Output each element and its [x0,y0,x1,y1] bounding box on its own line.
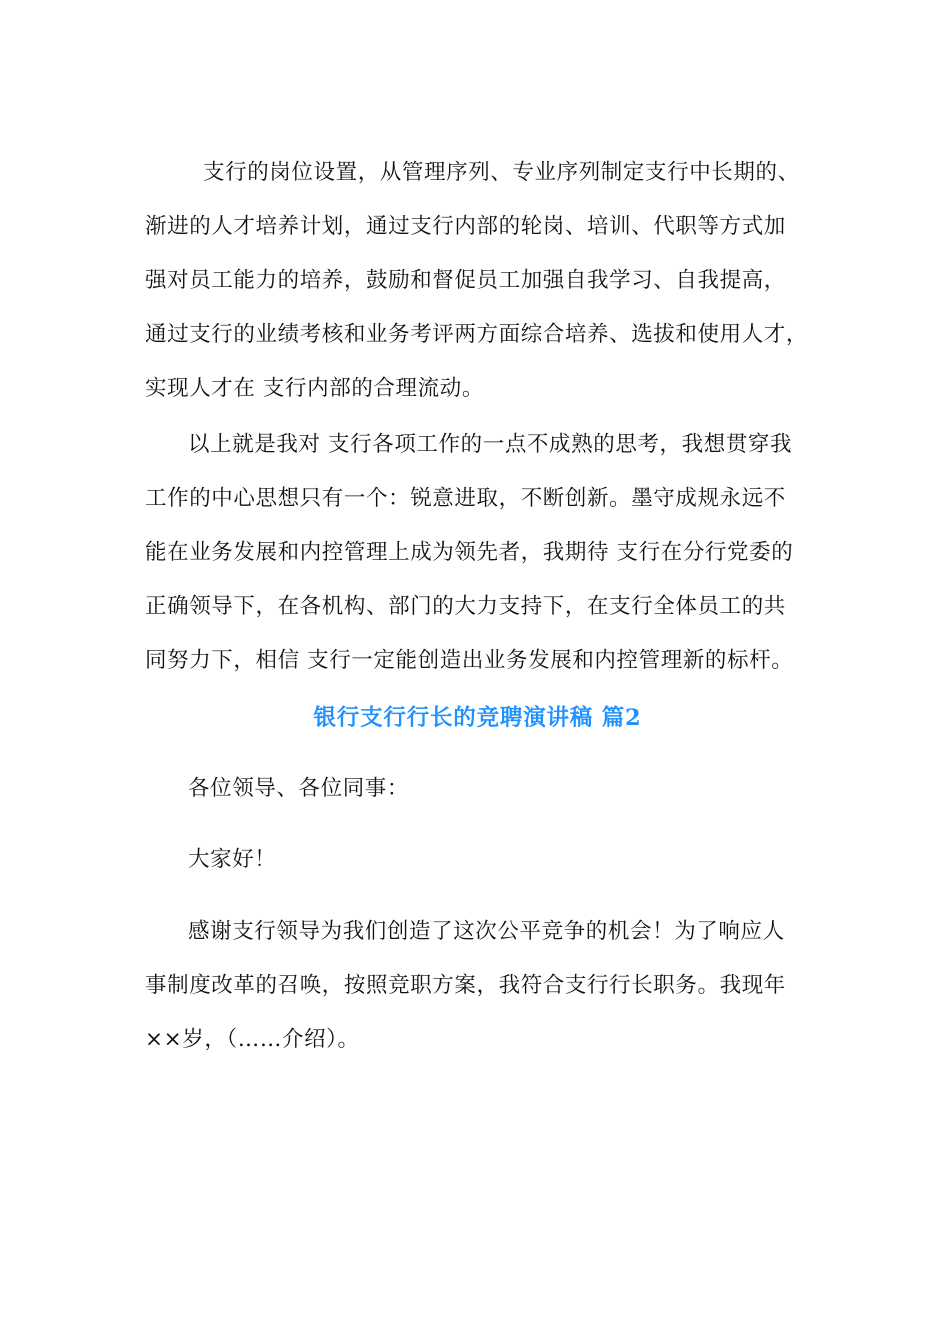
section-heading: 银行支行行长的竞聘演讲稿 篇2 [313,705,642,731]
paragraph-line: 正确领导下，在各机构、部门的大力支持下，在支行全体员工的共 [145,594,786,619]
paragraph-line: 事制度改革的召唤，按照竞职方案，我符合支行行长职务。我现年 [145,973,786,998]
salutation: 各位领导、各位同事： [188,776,410,801]
salutation-block [145,762,810,816]
greeting-block [145,833,810,887]
paragraph-2 [145,418,810,688]
paragraph-1 [145,146,810,416]
paragraph-line: 通过支行的业绩考核和业务考评两方面综合培养、选拔和使用人才， [145,322,809,347]
paragraph-line: 以上就是我对 支行各项工作的一点不成熟的思考，我想贯穿我 [188,432,793,457]
paragraph-line: 支行的岗位设置，从管理序列、专业序列制定支行中长期的、 [203,160,800,185]
paragraph-line: 工作的中心思想只有一个：锐意进取，不断创新。墨守成规永远不 [145,486,786,511]
paragraph-line: 实现人才在 支行内部的合理流动。 [145,376,484,401]
paragraph-3 [145,905,810,1067]
paragraph-line: 强对员工能力的培养，鼓励和督促员工加强自我学习、自我提高， [145,268,786,293]
paragraph-line: 能在业务发展和内控管理上成为领先者，我期待 支行在分行党委的 [145,540,794,565]
paragraph-line: 同努力下，相信 支行一定能创造出业务发展和内控管理新的标杆。 [145,648,794,673]
paragraph-line: 感谢支行领导为我们创造了这次公平竞争的机会！为了响应人 [188,919,785,944]
paragraph-line: 渐进的人才培养计划，通过支行内部的轮岗、培训、代职等方式加 [145,214,786,239]
greeting: 大家好！ [188,847,277,872]
paragraph-line: ××岁，（……介绍）。 [145,1027,360,1052]
